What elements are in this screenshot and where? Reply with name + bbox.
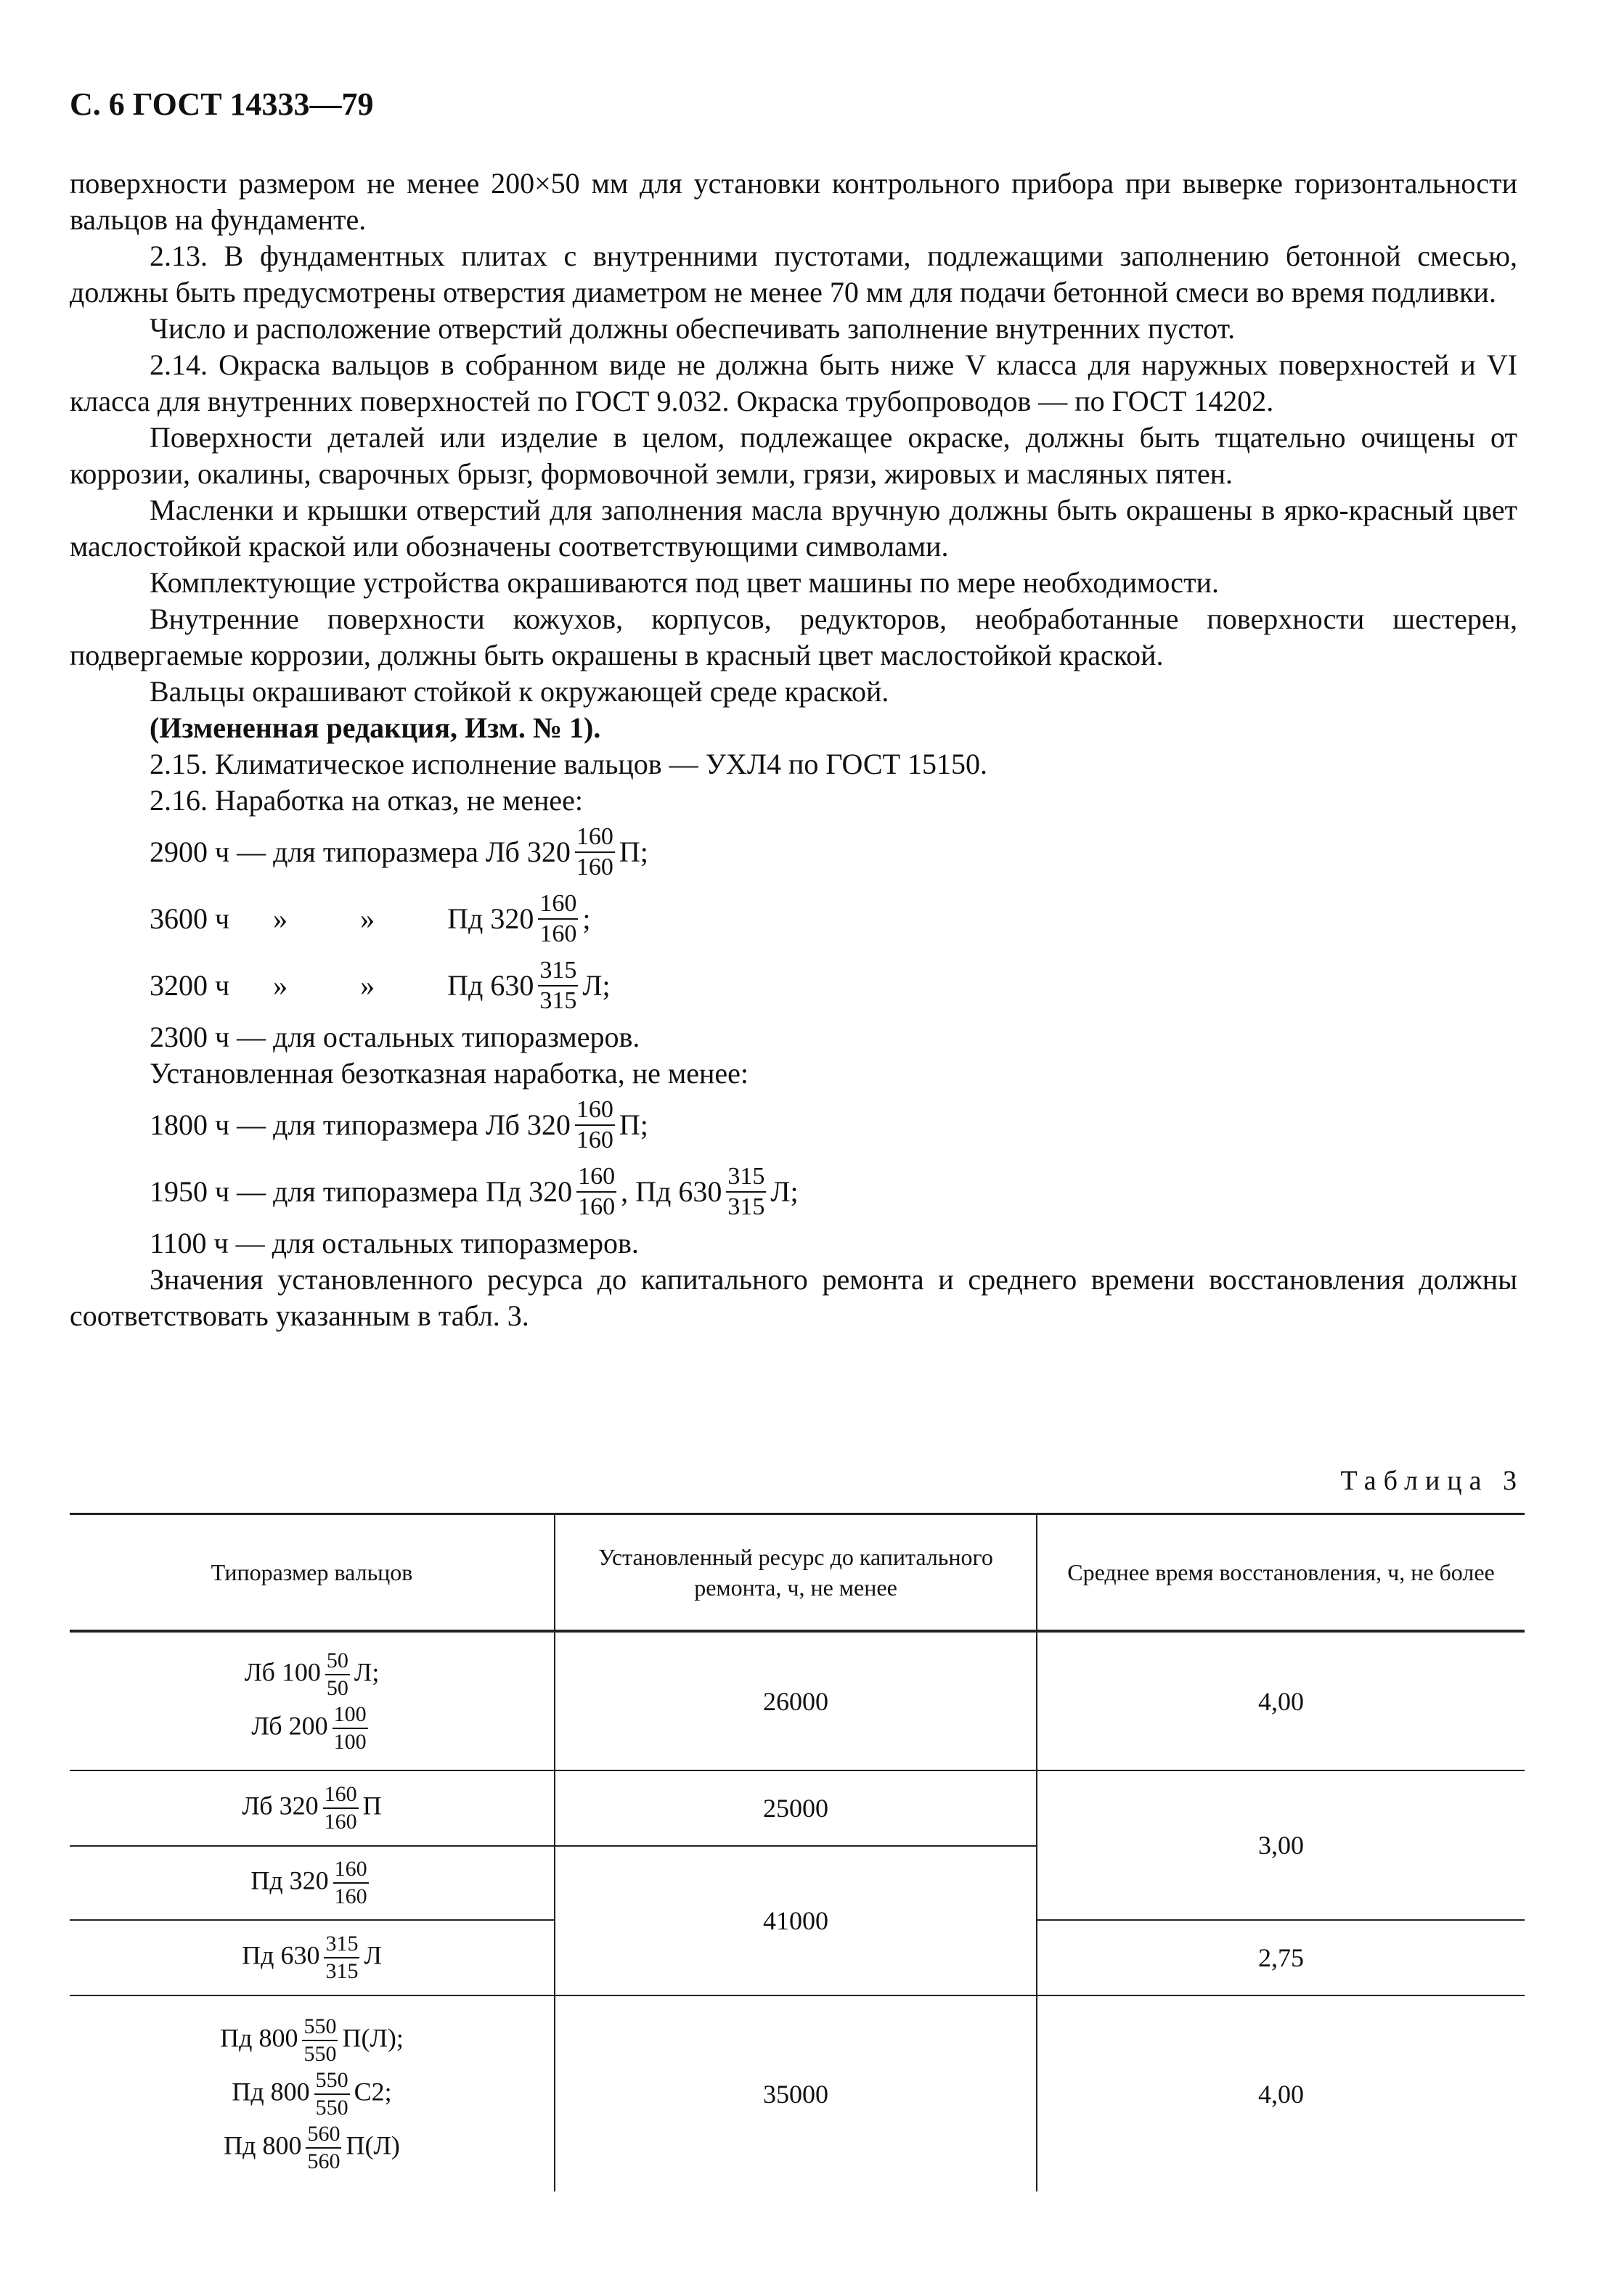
resource-cell: 25000	[555, 1770, 1037, 1846]
established-line	[70, 1159, 1517, 1225]
fraction-numerator: 160	[576, 1164, 616, 1193]
mtbf-suffix: Л;	[582, 969, 611, 1002]
size-fraction	[324, 1933, 359, 1982]
established-text: 1950 ч — для типоразмера Пд 320	[150, 1175, 573, 1208]
body-text	[70, 166, 1517, 1334]
resource-cell: 35000	[555, 1995, 1037, 2191]
size-entry	[76, 2016, 548, 2065]
column-header: Среднее время восстановления, ч, не более	[1037, 1514, 1525, 1632]
mtbf-line	[70, 886, 1517, 952]
size-fraction	[538, 958, 578, 1013]
size-fraction	[576, 1164, 616, 1220]
size-text: Пд 320	[250, 1866, 329, 1895]
mtbf-line	[70, 952, 1517, 1019]
size-text: Лб 200	[251, 1710, 328, 1740]
size-entry	[76, 1701, 548, 1754]
table-header-row	[70, 1514, 1525, 1632]
size-entry	[76, 1933, 548, 1982]
table-row	[70, 1995, 1525, 2191]
fraction-denominator: 550	[315, 2095, 348, 2120]
paragraph: Значения установленного ресурса до капитального ремонта и среднего времени восстановления должны соответствовать указанным в табл. 3.	[70, 1263, 1517, 1332]
fraction-denominator: 160	[324, 1810, 357, 1834]
fraction-numerator: 550	[302, 2016, 338, 2041]
established-text: , Пд 630	[621, 1175, 722, 1208]
fraction-denominator: 315	[539, 987, 577, 1014]
fraction-denominator: 160	[578, 1193, 616, 1220]
paragraph: 2.15. Климатическое исполнение вальцов — УХЛ4 по ГОСТ 15150.	[150, 748, 988, 780]
fraction-numerator: 315	[538, 958, 578, 986]
fraction-numerator: 160	[538, 891, 578, 920]
mtbf-text: 3200 ч » » Пд 630	[150, 969, 534, 1002]
paragraph: Внутренние поверхности кожухов, корпусов, редукторов, необработанные поверхности шестерен, подвергаемые коррозии, должны быть окрашены в красный цвет маслостойкой краской.	[70, 602, 1517, 671]
size-entry	[76, 1784, 548, 1833]
fraction-numerator: 100	[333, 1704, 368, 1729]
size-cell	[70, 1995, 555, 2191]
resource-table	[70, 1513, 1525, 2191]
size-fraction	[575, 825, 615, 880]
amendment-note: (Измененная редакция, Изм. № 1).	[150, 711, 601, 744]
fraction-numerator: 560	[306, 2123, 341, 2149]
mtbf-text: 3600 ч » » Пд 320	[150, 902, 534, 935]
size-entry	[76, 1650, 548, 1699]
size-cell	[70, 1631, 555, 1770]
column-header: Установленный ресурс до капитального ремонта, ч, не менее	[555, 1514, 1037, 1632]
size-cell	[70, 1770, 555, 1846]
size-entry	[76, 2123, 548, 2173]
paragraph: 2.16. Наработка на отказ, не менее:	[150, 784, 584, 817]
mtbf-line	[70, 819, 1517, 886]
paragraph: Комплектующие устройства окрашиваются под цвет машины по мере необходимости.	[150, 566, 1219, 599]
recovery-time-cell: 3,00	[1037, 1770, 1525, 1920]
size-suffix: Л;	[354, 1656, 380, 1686]
fraction-numerator: 315	[324, 1933, 359, 1958]
size-fraction	[333, 1701, 368, 1754]
mtbf-suffix: П;	[619, 836, 648, 868]
fraction-denominator: 315	[325, 1959, 359, 1983]
fraction-numerator: 160	[323, 1784, 359, 1809]
size-fraction	[538, 891, 578, 947]
paragraph: Число и расположение отверстий должны обеспечивать заполнение внутренних пустот.	[150, 312, 1236, 345]
size-fraction	[575, 1098, 615, 1153]
size-fraction	[323, 1784, 359, 1833]
fraction-numerator: 550	[314, 2070, 350, 2095]
paragraph: 1100 ч — для остальных типоразмеров.	[150, 1227, 639, 1259]
paragraph: поверхности размером не менее 200×50 мм для установки контрольного прибора при выверке горизонтальности вальцов на фундаменте.	[70, 167, 1517, 236]
fraction-denominator: 100	[333, 1729, 367, 1754]
paragraph: 2.13. В фундаментных плитах с внутренними пустотами, подлежащими заполнению бетонной смесью, должны быть предусмотрены отверстия диаметром не менее 70 мм для подачи бетонной смеси во время подливки.	[70, 240, 1517, 309]
page-header: С. 6 ГОСТ 14333—79	[70, 86, 374, 122]
paragraph: Вальцы окрашивают стойкой к окружающей среде краской.	[150, 675, 889, 708]
size-cell	[70, 1846, 555, 1920]
paragraph: Установленная безотказная наработка, не менее:	[150, 1057, 749, 1090]
fraction-denominator: 160	[576, 854, 613, 881]
size-suffix: П(Л)	[346, 2130, 400, 2160]
size-fraction	[726, 1164, 766, 1220]
size-entry	[76, 1858, 548, 1908]
fraction-numerator: 160	[575, 825, 615, 853]
fraction-denominator: 550	[303, 2041, 337, 2066]
table-row	[70, 1631, 1525, 1770]
established-line	[70, 1092, 1517, 1159]
paragraph: 2300 ч — для остальных типоразмеров.	[150, 1021, 640, 1053]
fraction-denominator: 160	[539, 920, 577, 947]
fraction-denominator: 560	[307, 2149, 340, 2173]
size-entry	[76, 2067, 548, 2120]
established-text: 1800 ч — для типоразмера Лб 320	[150, 1108, 571, 1141]
fraction-numerator: 50	[325, 1650, 350, 1675]
fraction-denominator: 160	[576, 1127, 613, 1153]
mtbf-suffix: ;	[582, 902, 591, 935]
size-suffix: Л	[364, 1940, 382, 1970]
size-suffix: С2;	[354, 2076, 392, 2106]
size-cell	[70, 1920, 555, 1995]
size-fraction	[306, 2123, 341, 2173]
recovery-time-cell: 2,75	[1037, 1920, 1525, 1995]
paragraph: Поверхности деталей или изделие в целом, подлежащее окраске, должны быть тщательно очищены от коррозии, окалины, сварочных брызг, формовочной земли, грязи, жировых и масляных пятен.	[70, 421, 1517, 490]
recovery-time-cell: 4,00	[1037, 1995, 1525, 2191]
table-caption: Таблица 3	[1340, 1466, 1524, 1496]
established-suffix: Л;	[770, 1175, 799, 1208]
table-row	[70, 1770, 1525, 1846]
size-suffix: П(Л);	[342, 2022, 404, 2052]
fraction-numerator: 160	[575, 1098, 615, 1126]
size-fraction	[302, 2016, 338, 2065]
size-text: Пд 800	[232, 2076, 310, 2106]
column-header: Типоразмер вальцов	[70, 1514, 555, 1632]
fraction-numerator: 315	[726, 1164, 766, 1193]
fraction-denominator: 160	[334, 1884, 367, 1908]
size-text: Пд 800	[224, 2130, 302, 2160]
size-fraction	[314, 2067, 350, 2120]
size-fraction	[325, 1650, 350, 1699]
size-text: Пд 800	[220, 2022, 298, 2052]
fraction-numerator: 160	[333, 1858, 369, 1884]
paragraph: Масленки и крышки отверстий для заполнения масла вручную должны быть окрашены в ярко-красный цвет маслостойкой краской или обозначены соответствующими символами.	[70, 494, 1517, 563]
size-fraction	[333, 1858, 369, 1908]
resource-cell: 41000	[555, 1846, 1037, 1995]
fraction-denominator: 315	[727, 1193, 765, 1220]
fraction-denominator: 50	[326, 1675, 348, 1700]
size-text: Пд 630	[242, 1940, 320, 1970]
size-text: Лб 100	[244, 1656, 321, 1686]
resource-cell: 26000	[555, 1631, 1037, 1770]
recovery-time-cell: 4,00	[1037, 1631, 1525, 1770]
established-suffix: П;	[619, 1108, 648, 1141]
size-suffix: П	[362, 1791, 382, 1821]
paragraph: 2.14. Окраска вальцов в собранном виде не должна быть ниже V класса для наружных поверхностей и VI класса для внутренних поверхностей по ГОСТ 9.032. Окраска трубопроводов — по ГОСТ 14202.	[70, 348, 1517, 417]
mtbf-text: 2900 ч — для типоразмера Лб 320	[150, 836, 571, 868]
size-text: Лб 320	[242, 1791, 319, 1821]
